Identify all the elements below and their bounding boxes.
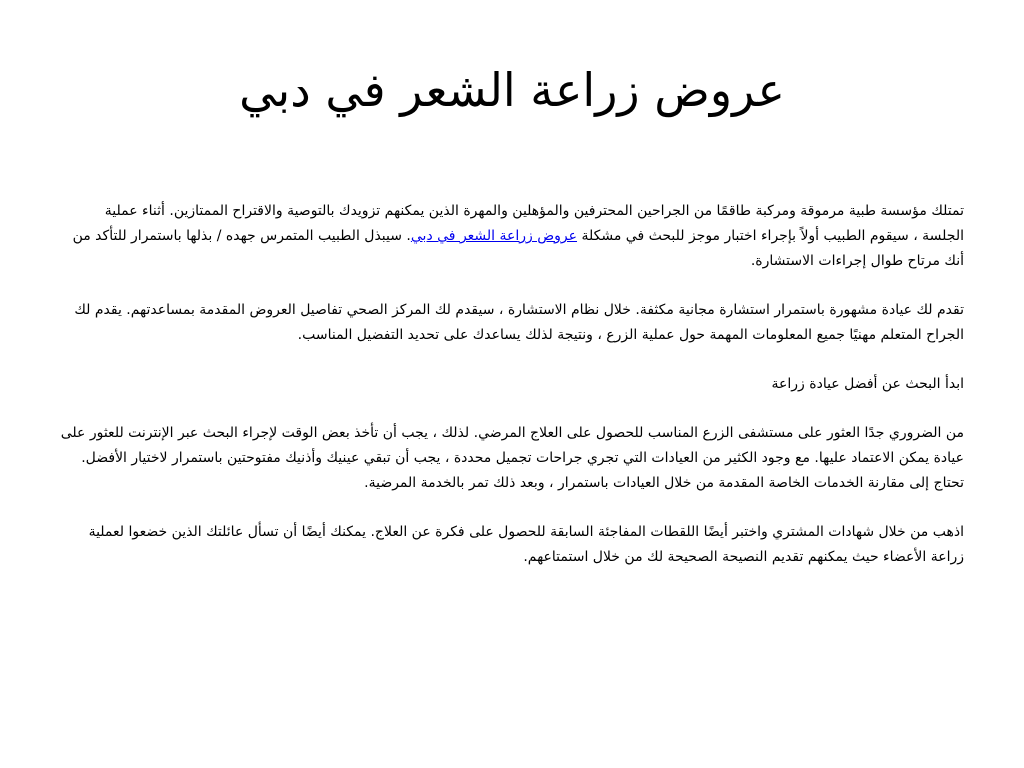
- section-heading-start-search: ابدأ البحث عن أفضل عيادة زراعة: [771, 376, 964, 392]
- paragraph-consultation: تقدم لك عيادة مشهورة باستمرار استشارة مجانية مكثفة. خلال نظام الاستشارة ، سيقدم لك المركز الصحي تفاصيل العروض المقدمة بمساعدتهم. يقدم لك الجراح المتعلم مهنيًا جميع المعلومات المهمة حول عملية الزرع ، ونتيجة لذلك يساعدك على تحديد التفضيل المناسب.: [74, 302, 964, 343]
- hair-transplant-offers-link[interactable]: عروض زراعة الشعر في دبي: [410, 228, 578, 244]
- paragraph-intro-text-before: تمتلك مؤسسة طبية مرموقة ومركبة طاقمًا من الجراحين المحترفين والمؤهلين والمهرة الذين يمكنهم تزويدك بالتوصية والاقتراح الممتازين. أثناء عملية الجلسة ، سيقوم الطبيب أولاً بإجراء اختبار موجز للبحث في مشكلة: [104, 203, 964, 244]
- paragraph-intro: [60, 199, 964, 274]
- page-title: عروض زراعة الشعر في دبي: [239, 63, 785, 117]
- article-body: [60, 199, 964, 594]
- paragraph-research: من الضروري جدًا العثور على مستشفى الزرع المناسب للحصول على العلاج المرضي. لذلك ، يجب أن تأخذ بعض الوقت لإجراء البحث عبر الإنترنت للعثور على عيادة يمكن الاعتماد عليها. مع وجود الكثير من العيادات التي تجري جراحات تجميل محددة ، يجب أن تبقي عينيك وأذنيك مفتوحتين باستمرار لاختيار الأفضل. تحتاج إلى مقارنة الخدمات الخاصة المقدمة من خلال العيادات باستمرار ، وبعد ذلك تمر بالخدمة المرضية.: [60, 425, 964, 491]
- paragraph-testimonials: اذهب من خلال شهادات المشتري واختبر أيضًا اللقطات المفاجئة السابقة للحصول على فكرة عن العلاج. يمكنك أيضًا أن تسأل عائلتك الذين خضعوا لعملية زراعة الأعضاء حيث يمكنهم تقديم النصيحة الصحيحة لك من خلال استمتاعهم.: [88, 524, 964, 565]
- paragraph-intro-text-after: . سيبذل الطبيب المتمرس جهده / بذلها باستمرار للتأكد من أنك مرتاح طوال إجراءات الاستشارة.: [72, 228, 964, 269]
